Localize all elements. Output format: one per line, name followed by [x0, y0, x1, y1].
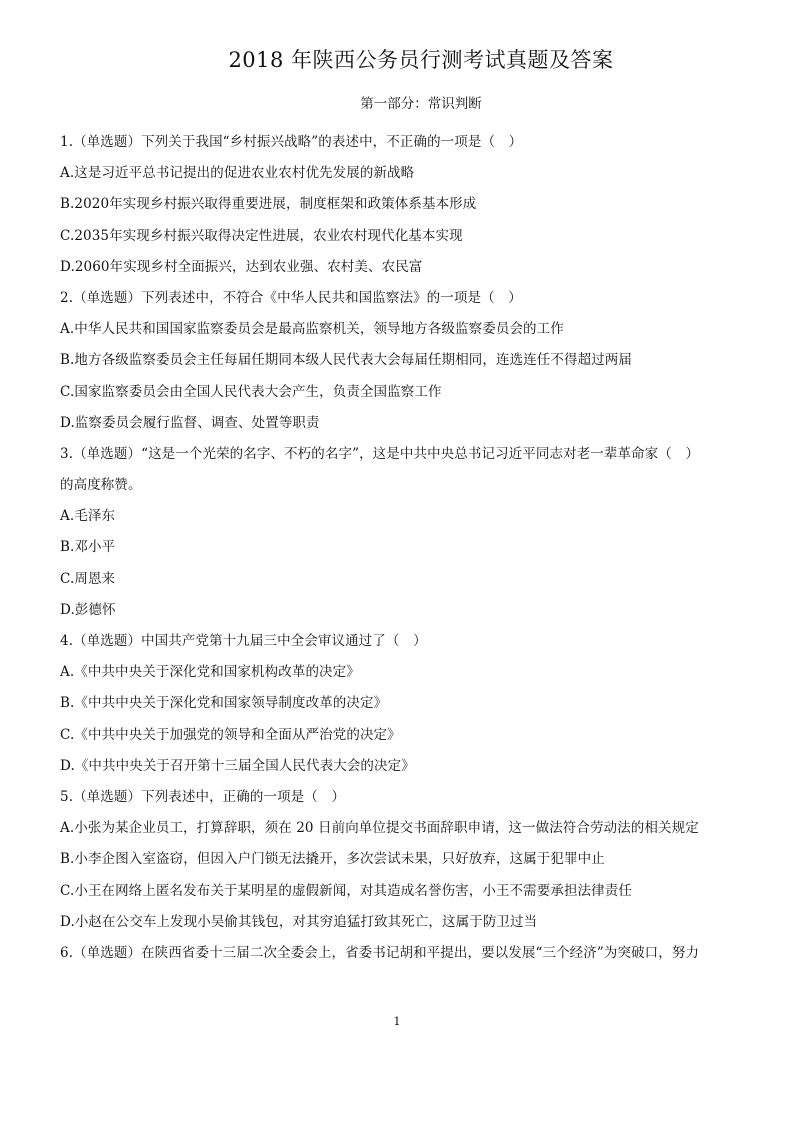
- question-1-stem: 1.（单选题）下列关于我国“乡村振兴战略”的表述中，不正确的一项是（ ）: [60, 134, 523, 150]
- question-2-option-d: D.监察委员会履行监督、调查、处置等职责: [60, 414, 320, 431]
- question-5-stem: 5.（单选题）下列表述中，正确的一项是（ ）: [60, 788, 346, 805]
- question-3-stem: 3.（单选题）“这是一个光荣的名字、不朽的名字”，这是中共中央总书记习近平同志对老一辈革命家（ ）: [60, 445, 700, 462]
- question-4-option-b: B.《中共中央关于深化党和国家领导制度改革的决定》: [60, 695, 388, 712]
- question-4-stem: 4.（单选题）中国共产党第十九届三中全会审议通过了（ ）: [60, 633, 427, 649]
- question-2-option-b: B.地方各级监察委员会主任每届任期同本级人民代表大会每届任期相同，连选连任不得超过两届: [60, 352, 633, 369]
- question-1-option-b: B.2020年实现乡村振兴取得重要进展，制度框架和政策体系基本形成: [60, 196, 477, 213]
- question-3-option-b: B.邓小平: [60, 539, 116, 556]
- question-4-option-a: A.《中共中央关于深化党和国家机构改革的决定》: [60, 664, 360, 681]
- question-1-option-a: A.这是习近平总书记提出的促进农业农村优先发展的新战略: [60, 165, 415, 182]
- question-1-option-d: D.2060年实现乡村全面振兴，达到农业强、农村美、农民富: [60, 258, 423, 275]
- question-2-option-c: C.国家监察委员会由全国人民代表大会产生，负责全国监察工作: [60, 383, 442, 400]
- question-3-option-c: C.周恩来: [60, 570, 116, 587]
- question-2-option-a: A.中华人民共和国国家监察委员会是最高监察机关，领导地方各级监察委员会的工作: [60, 321, 564, 338]
- question-5-option-a: A.小张为某企业员工，打算辞职，须在 20 日前向单位提交书面辞职申请，这一做法符合劳动法的相关规定: [60, 820, 699, 837]
- question-5-option-b: B.小李企图入室盗窃，但因入户门锁无法撬开，多次尝试未果，只好放弃，这属于犯罪中止: [60, 851, 605, 868]
- page-number: 1: [393, 1015, 401, 1028]
- question-6-stem: 6.（单选题）在陕西省委十三届二次全委会上，省委书记胡和平提出，要以发展“三个经济”为突破口，努力: [60, 944, 700, 961]
- question-1-option-c: C.2035年实现乡村振兴取得决定性进展，农业农村现代化基本实现: [60, 227, 463, 244]
- question-5-option-c: C.小王在网络上匿名发布关于某明星的虚假新闻，对其造成名誉伤害，小王不需要承担法律责任: [60, 882, 632, 899]
- document-title: 2018 年陕西公务员行测考试真题及答案: [228, 48, 614, 72]
- question-5-option-d: D.小赵在公交车上发现小吴偷其钱包，对其穷追猛打致其死亡，这属于防卫过当: [60, 913, 538, 930]
- question-2-stem: 2.（单选题）下列表述中，不符合《中华人民共和国监察法》的一项是（ ）: [60, 289, 522, 306]
- question-list: [60, 127, 740, 969]
- question-3-option-d: D.彭德怀: [60, 601, 116, 618]
- question-4-option-c: C.《中共中央关于加强党的领导和全面从严治党的决定》: [60, 726, 401, 743]
- question-3-option-a: A.毛泽东: [60, 508, 116, 525]
- section-heading: 第一部分：常识判断: [360, 96, 482, 112]
- question-3-stem-continued: 的高度称赞。: [60, 477, 142, 494]
- question-4-option-d: D.《中共中央关于召开第十三届全国人民代表大会的决定》: [60, 757, 415, 774]
